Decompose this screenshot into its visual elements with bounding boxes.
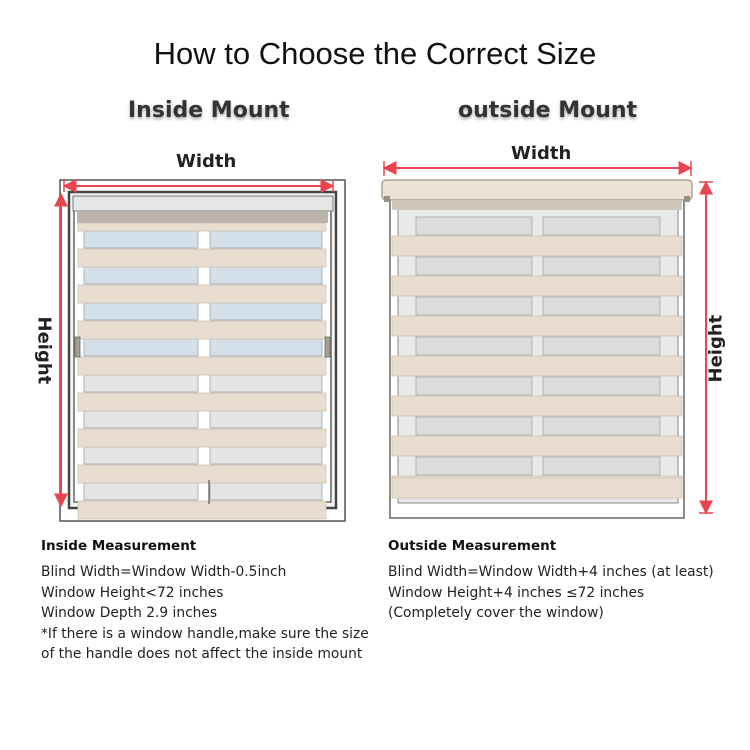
inside-glass-pane (84, 267, 198, 284)
outside-glass-pane (416, 297, 532, 315)
inside-height-label: Height (33, 316, 55, 385)
inside-measurement-line: of the handle does not affect the inside mount (41, 646, 363, 663)
outside-fabric-band (392, 436, 682, 456)
inside-glass-pane (84, 411, 198, 428)
inside-fabric-band (78, 357, 326, 375)
inside-glass-pane (84, 231, 198, 248)
inside-fabric-band (78, 321, 326, 339)
outside-measurement-list (388, 562, 714, 624)
inside-fabric-band (78, 429, 326, 447)
outside-glass-pane (416, 217, 532, 235)
outside-right-bracket (684, 196, 690, 202)
outside-fabric-band (392, 276, 682, 296)
inside-mount-label: Inside Mount (128, 98, 290, 123)
outside-glass-pane (543, 417, 660, 435)
inside-glass-pane (210, 447, 322, 464)
inside-glass-pane (210, 231, 322, 248)
inside-fabric-band (78, 285, 326, 303)
outside-window (382, 180, 692, 518)
outside-fabric-band (392, 356, 682, 376)
inside-headrail (73, 196, 333, 211)
outside-glass-pane (543, 377, 660, 395)
outside-glass-pane (416, 257, 532, 275)
inside-glass-pane (84, 303, 198, 320)
outside-glass-pane (543, 457, 660, 475)
inside-glass-pane (84, 375, 198, 392)
inside-glass-pane (210, 375, 322, 392)
inside-fabric-band (78, 465, 326, 483)
outside-width-label: Width (511, 143, 572, 164)
outside-cassette-shadow (392, 200, 682, 210)
inside-glass-pane (210, 267, 322, 284)
outside-fabric-band (392, 316, 682, 336)
inside-left-handle (75, 337, 80, 357)
inside-glass-pane (210, 483, 322, 500)
inside-glass-pane (84, 339, 198, 356)
outside-fabric-band (392, 478, 682, 498)
outside-measurement-heading: Outside Measurement (388, 538, 557, 554)
outside-glass-pane (416, 337, 532, 355)
outside-headrail (382, 180, 692, 200)
outside-height-label: Height (705, 314, 727, 383)
outside-measurement-line: Window Height+4 inches ≤72 inches (388, 584, 645, 601)
inside-fabric-band (78, 393, 326, 411)
inside-fabric-band (78, 501, 326, 519)
outside-left-bracket (384, 196, 390, 202)
outside-glass-pane (416, 457, 532, 475)
inside-glass-pane (210, 411, 322, 428)
outside-fabric-band (392, 396, 682, 416)
outside-glass-pane (416, 377, 532, 395)
inside-glass-pane (210, 339, 322, 356)
inside-measurement-line: Window Depth 2.9 inches (41, 605, 218, 622)
inside-right-handle (325, 337, 330, 357)
outside-measurement-line: Blind Width=Window Width+4 inches (at least) (388, 564, 714, 580)
inside-cassette-shadow (77, 211, 328, 223)
inside-fabric-band (78, 249, 326, 267)
inside-fabric-bands (78, 223, 326, 519)
inside-measurement-line: *If there is a window handle,make sure the size (41, 625, 369, 642)
inside-width-label: Width (176, 151, 237, 172)
outside-fabric-band (392, 236, 682, 256)
outside-glass-pane (416, 417, 532, 435)
inside-glass-pane (210, 303, 322, 320)
outside-measurement-line: (Completely cover the window) (388, 605, 604, 622)
outside-mount-label: outside Mount (458, 98, 638, 123)
inside-window (60, 180, 345, 521)
inside-measurement-list (41, 562, 369, 665)
inside-glass-pane (84, 483, 198, 500)
inside-fabric-band (78, 223, 326, 231)
outside-glass-pane (543, 257, 660, 275)
page-title: How to Choose the Correct Size (153, 36, 597, 71)
inside-measurement-heading: Inside Measurement (41, 538, 197, 554)
inside-measurement-line: Window Height<72 inches (41, 584, 224, 601)
inside-measurement-line: Blind Width=Window Width-0.5inch (41, 564, 287, 580)
inside-glass-pane (84, 447, 198, 464)
outside-glass-pane (543, 297, 660, 315)
outside-glass-pane (543, 217, 660, 235)
outside-glass-pane (543, 337, 660, 355)
